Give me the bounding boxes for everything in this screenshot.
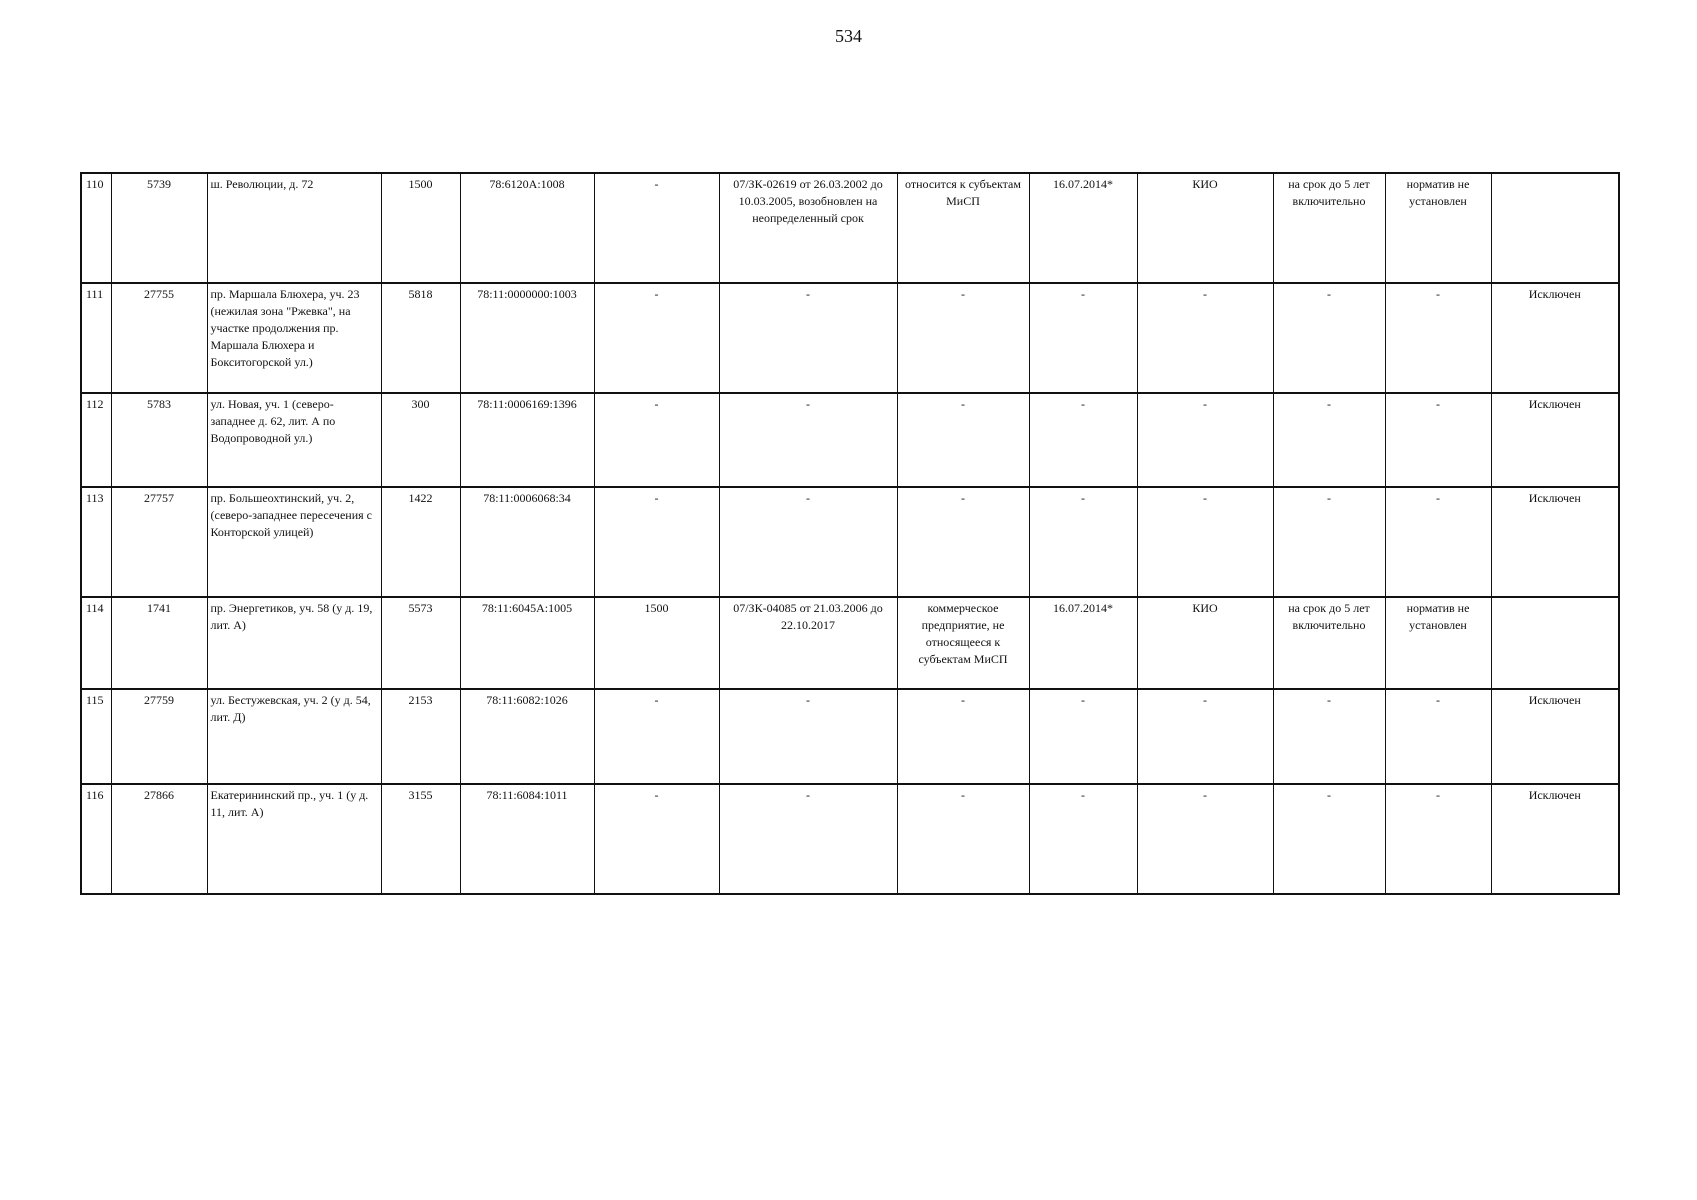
contract: - <box>719 689 897 784</box>
date: - <box>1029 393 1137 487</box>
leased-area: - <box>594 784 719 894</box>
term: - <box>1273 283 1385 393</box>
cadastral-number: 78:11:6082:1026 <box>460 689 594 784</box>
table-row <box>81 393 1619 487</box>
contract: 07/ЗК-02619 от 26.03.2002 до 10.03.2005, возобновлен на неопределенный срок <box>719 173 897 283</box>
date: - <box>1029 283 1137 393</box>
object-id: 27757 <box>111 487 207 597</box>
organization: - <box>1137 689 1273 784</box>
object-id: 27866 <box>111 784 207 894</box>
norm: - <box>1385 487 1491 597</box>
leased-area: 1500 <box>594 597 719 689</box>
row-number: 113 <box>81 487 111 597</box>
contract: - <box>719 393 897 487</box>
norm: - <box>1385 393 1491 487</box>
tenant-category: коммерческое предприятие, не относящееся к субъектам МиСП <box>897 597 1029 689</box>
address: пр. Маршала Блюхера, уч. 23 (нежилая зона "Ржевка", на участке продолжения пр. Маршала Блюхера и Бокситогорской ул.) <box>207 283 381 393</box>
norm: - <box>1385 689 1491 784</box>
cadastral-number: 78:11:0006068:34 <box>460 487 594 597</box>
registry-table <box>80 172 1620 895</box>
status: Исключен <box>1491 784 1619 894</box>
area: 5818 <box>381 283 460 393</box>
term: - <box>1273 689 1385 784</box>
table-row <box>81 173 1619 283</box>
address: ул. Новая, уч. 1 (северо-западнее д. 62, лит. А по Водопроводной ул.) <box>207 393 381 487</box>
object-id: 27759 <box>111 689 207 784</box>
page-number: 534 <box>835 26 862 46</box>
row-number: 115 <box>81 689 111 784</box>
table-row <box>81 597 1619 689</box>
cadastral-number: 78:11:6084:1011 <box>460 784 594 894</box>
area: 2153 <box>381 689 460 784</box>
tenant-category: - <box>897 283 1029 393</box>
tenant-category: относится к субъектам МиСП <box>897 173 1029 283</box>
contract: 07/ЗК-04085 от 21.03.2006 до 22.10.2017 <box>719 597 897 689</box>
status: Исключен <box>1491 393 1619 487</box>
leased-area: - <box>594 393 719 487</box>
contract: - <box>719 487 897 597</box>
address: ул. Бестужевская, уч. 2 (у д. 54, лит. Д) <box>207 689 381 784</box>
row-number: 112 <box>81 393 111 487</box>
term: - <box>1273 393 1385 487</box>
table-row <box>81 487 1619 597</box>
table-row <box>81 784 1619 894</box>
date: - <box>1029 784 1137 894</box>
organization: - <box>1137 393 1273 487</box>
norm: - <box>1385 283 1491 393</box>
cadastral-number: 78:11:0006169:1396 <box>460 393 594 487</box>
date: - <box>1029 487 1137 597</box>
organization: КИО <box>1137 173 1273 283</box>
term: на срок до 5 лет включительно <box>1273 173 1385 283</box>
table-row <box>81 689 1619 784</box>
cadastral-number: 78:11:6045А:1005 <box>460 597 594 689</box>
address: пр. Большеохтинский, уч. 2, (северо-западнее пересечения с Конторской улицей) <box>207 487 381 597</box>
area: 1422 <box>381 487 460 597</box>
leased-area: - <box>594 283 719 393</box>
address: Екатерининский пр., уч. 1 (у д. 11, лит. А) <box>207 784 381 894</box>
area: 1500 <box>381 173 460 283</box>
tenant-category: - <box>897 487 1029 597</box>
area: 5573 <box>381 597 460 689</box>
date: 16.07.2014* <box>1029 597 1137 689</box>
table-row <box>81 283 1619 393</box>
organization: - <box>1137 784 1273 894</box>
leased-area: - <box>594 487 719 597</box>
status: Исключен <box>1491 283 1619 393</box>
term: - <box>1273 487 1385 597</box>
norm: норматив не установлен <box>1385 173 1491 283</box>
object-id: 5783 <box>111 393 207 487</box>
row-number: 114 <box>81 597 111 689</box>
tenant-category: - <box>897 784 1029 894</box>
address: ш. Революции, д. 72 <box>207 173 381 283</box>
tenant-category: - <box>897 689 1029 784</box>
object-id: 5739 <box>111 173 207 283</box>
status: Исключен <box>1491 689 1619 784</box>
status: Исключен <box>1491 487 1619 597</box>
organization: - <box>1137 283 1273 393</box>
norm: - <box>1385 784 1491 894</box>
cadastral-number: 78:6120А:1008 <box>460 173 594 283</box>
row-number: 111 <box>81 283 111 393</box>
object-id: 27755 <box>111 283 207 393</box>
leased-area: - <box>594 173 719 283</box>
area: 3155 <box>381 784 460 894</box>
contract: - <box>719 283 897 393</box>
row-number: 110 <box>81 173 111 283</box>
address: пр. Энергетиков, уч. 58 (у д. 19, лит. А) <box>207 597 381 689</box>
row-number: 116 <box>81 784 111 894</box>
term: на срок до 5 лет включительно <box>1273 597 1385 689</box>
status <box>1491 597 1619 689</box>
norm: норматив не установлен <box>1385 597 1491 689</box>
status <box>1491 173 1619 283</box>
date: 16.07.2014* <box>1029 173 1137 283</box>
contract: - <box>719 784 897 894</box>
date: - <box>1029 689 1137 784</box>
tenant-category: - <box>897 393 1029 487</box>
term: - <box>1273 784 1385 894</box>
object-id: 1741 <box>111 597 207 689</box>
organization: КИО <box>1137 597 1273 689</box>
organization: - <box>1137 487 1273 597</box>
leased-area: - <box>594 689 719 784</box>
cadastral-number: 78:11:0000000:1003 <box>460 283 594 393</box>
area: 300 <box>381 393 460 487</box>
